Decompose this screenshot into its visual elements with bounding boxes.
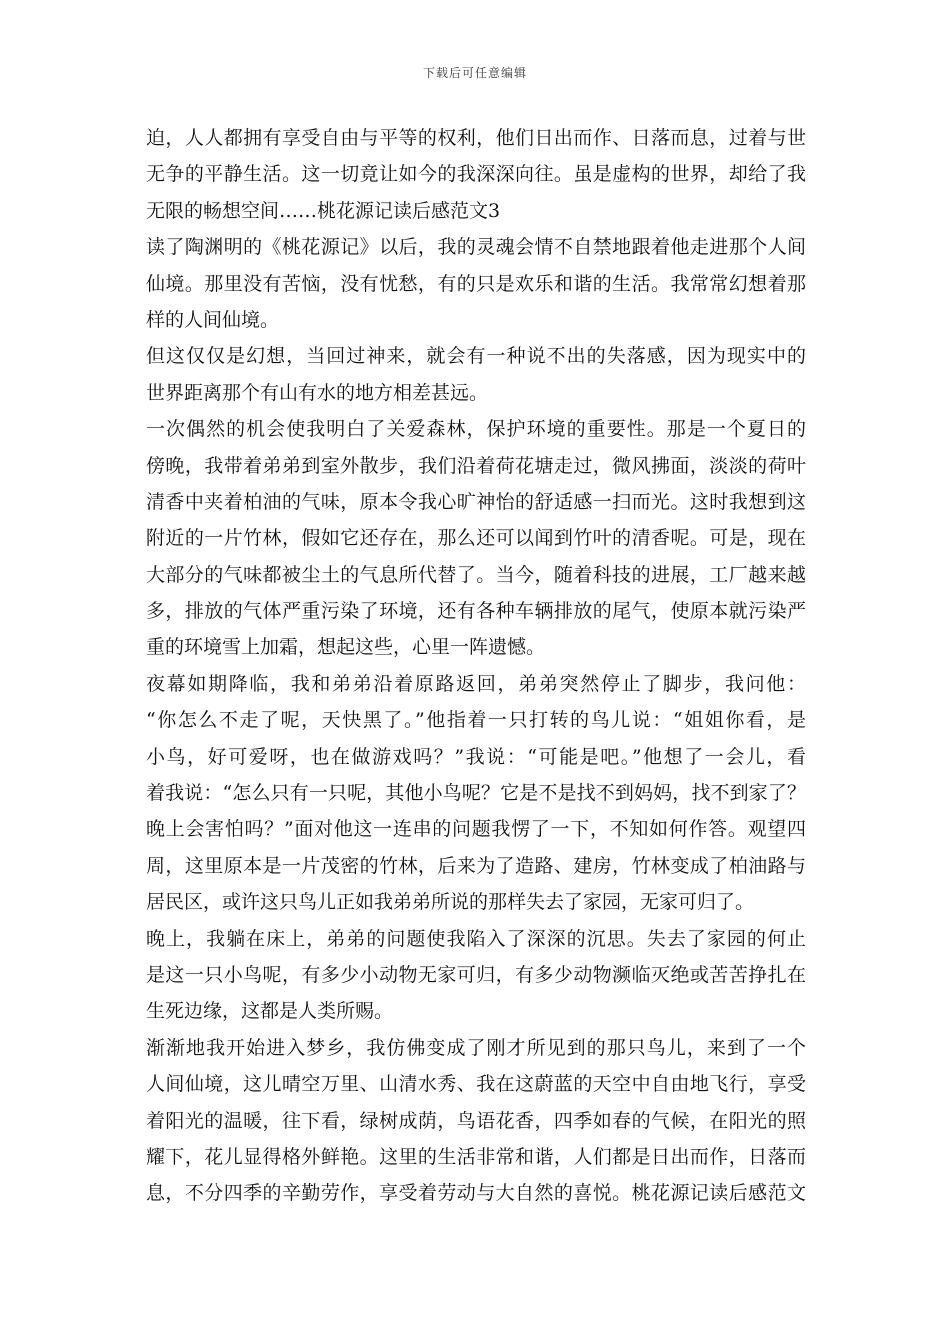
- text-line: 人间仙境，这儿晴空万里、山清水秀、我在这蔚蓝的天空中自由地飞行，享受: [146, 1073, 806, 1096]
- text-line: 仙境。那里没有苦恼，没有忧愁，有的只是欢乐和谐的生活。我常常幻想着那: [146, 272, 806, 295]
- text-line: 小鸟，好可爱呀，也在做游戏吗？”我说：“可能是吧。”他想了一会儿，看: [146, 745, 806, 768]
- text-line: 大部分的气味都被尘土的气息所代替了。当今，随着科技的进展，工厂越来越: [146, 563, 806, 586]
- text-line: 夜幕如期降临，我和弟弟沿着原路返回，弟弟突然停止了脚步，我问他：: [146, 672, 806, 695]
- text-line: 晚上会害怕吗？”面对他这一连串的问题我愣了一下，不知如何作答。观望四: [146, 818, 806, 841]
- text-line: 傍晚，我带着弟弟到室外散步，我们沿着荷花塘走过，微风拂面，淡淡的荷叶: [146, 454, 806, 477]
- text-line: 耀下，花儿显得格外鲜艳。这里的生活非常和谐，人们都是日出而作，日落而: [146, 1145, 806, 1168]
- text-line: 无限的畅想空间……桃花源记读后感范文3: [146, 199, 501, 222]
- text-line: 晚上，我躺在床上，弟弟的问题使我陷入了深深的沉思。失去了家园的何止: [146, 927, 806, 950]
- text-line: “你怎么不走了呢，天快黑了。”他指着一只打转的鸟儿说：“姐姐你看，是: [146, 709, 806, 732]
- text-line: 但这仅仅是幻想，当回过神来，就会有一种说不出的失落感，因为现实中的: [146, 345, 806, 368]
- text-line: 居民区，或许这只鸟儿正如我弟弟所说的那样失去了家园，无家可归了。: [146, 891, 755, 914]
- text-line: 多，排放的气体严重污染了环境，还有各种车辆排放的尾气，使原本就污染严: [146, 600, 806, 623]
- text-line: 世界距离那个有山有水的地方相差甚远。: [146, 381, 489, 404]
- text-line: 附近的一片竹林，假如它还存在，那么还可以闻到竹叶的清香呢。可是，现在: [146, 527, 806, 550]
- text-line: 样的人间仙境。: [146, 308, 280, 331]
- text-line: 无争的平静生活。这一切竟让如今的我深深向往。虽是虚构的世界，却给了我: [146, 163, 806, 186]
- text-line: 一次偶然的机会使我明白了关爱森林，保护环境的重要性。那是一个夏日的: [146, 418, 806, 441]
- text-line: 着我说：“怎么只有一只呢，其他小鸟呢？它是不是找不到妈妈，找不到家了？: [146, 782, 806, 805]
- text-line: 读了陶渊明的《桃花源记》以后，我的灵魂会情不自禁地跟着他走进那个人间: [146, 236, 806, 259]
- document-body: [146, 120, 806, 1212]
- text-line: 迫，人人都拥有享受自由与平等的权利，他们日出而作、日落而息，过着与世: [146, 127, 806, 149]
- page-header-note: 下载后可任意编辑: [422, 66, 527, 80]
- text-line: 生死边缘，这都是人类所赐。: [146, 1000, 394, 1023]
- text-line: 着阳光的温暖，往下看，绿树成荫，鸟语花香，四季如春的气候，在阳光的照: [146, 1109, 806, 1132]
- text-line: 是这一只小鸟呢，有多少小动物无家可归，有多少动物濒临灭绝或苦苦挣扎在: [146, 963, 806, 986]
- text-line: 清香中夹着柏油的气味，原本令我心旷神怡的舒适感一扫而光。这时我想到这: [146, 490, 806, 513]
- text-line: 重的环境雪上加霜，想起这些，心里一阵遗憾。: [146, 636, 546, 659]
- text-line: 渐渐地我开始进入梦乡，我仿佛变成了刚才所见到的那只鸟儿，来到了一个: [146, 1036, 806, 1059]
- text-line: 周，这里原本是一片茂密的竹林，后来为了造路、建房，竹林变成了柏油路与: [146, 854, 806, 877]
- text-line: 息，不分四季的辛勤劳作，享受着劳动与大自然的喜悦。桃花源记读后感范文: [146, 1182, 806, 1205]
